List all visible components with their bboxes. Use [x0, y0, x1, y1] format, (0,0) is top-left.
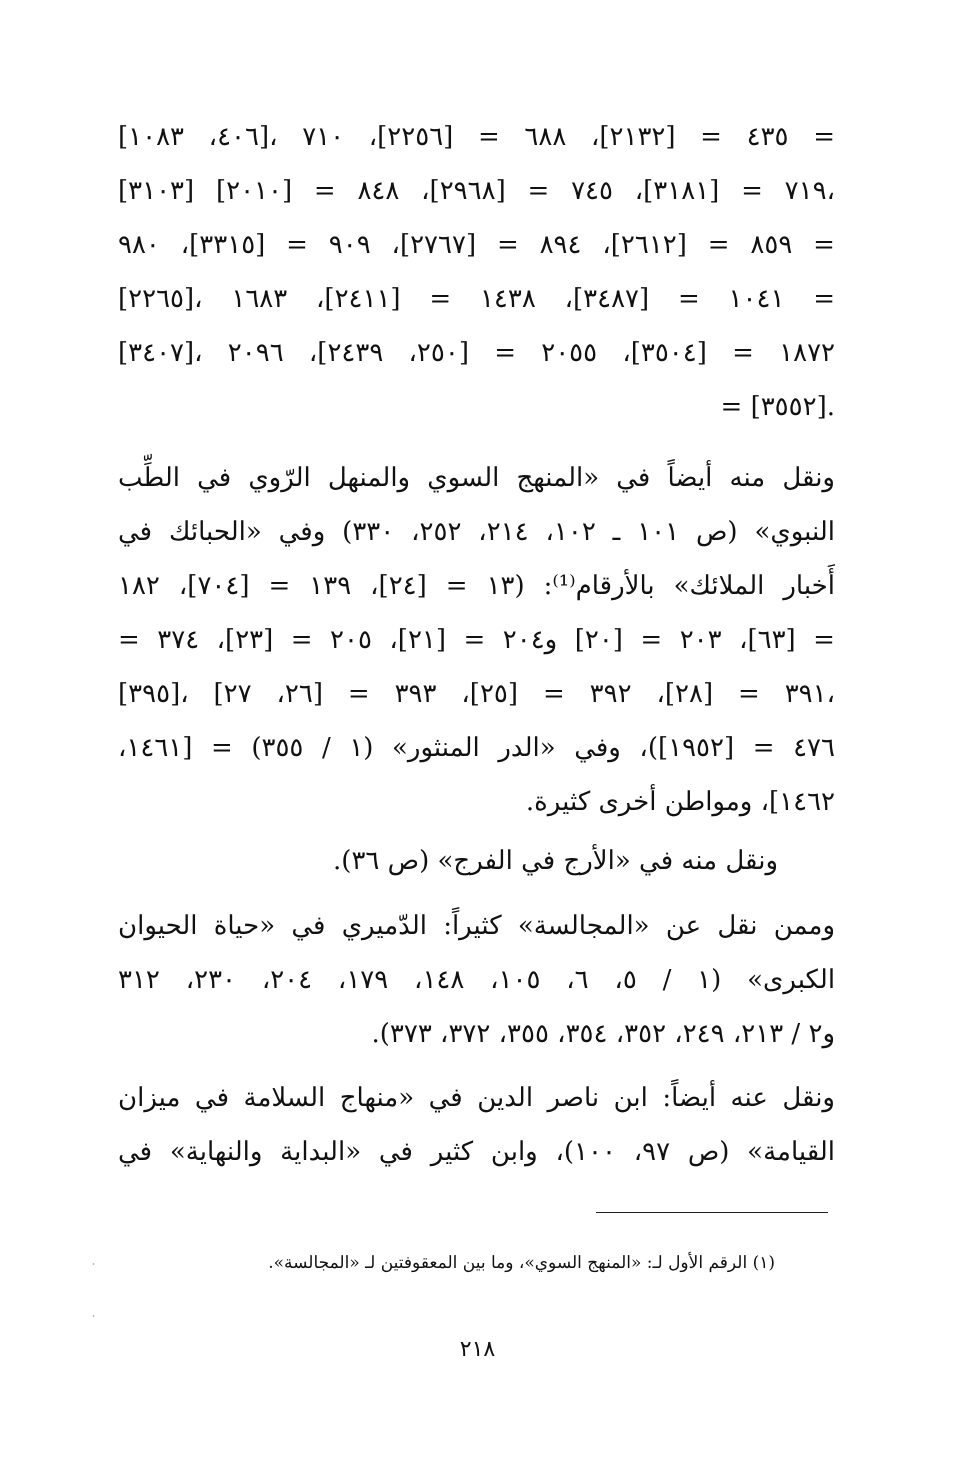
text-line-1: [٤٠٦، ١٠٨٣]، ٤٣٥ = [٢١٣٢]، ٦٨٨ = [٢٢٥٦]، ٧١٠ =: [118, 122, 835, 152]
text-line-13: ١٤٦٢]، ومواطن أخرى كثيرة.: [525, 787, 835, 817]
text-line-16: الكبرى» (١ / ٥، ٦، ١٠٥، ١٤٨، ١٧٩، ٢٠٤، ٢٣٠، ٣١٢: [118, 965, 836, 995]
page-number: ٢١٨: [459, 1337, 496, 1362]
text-line-8: النبوي» (ص ١٠١ ـ ١٠٢، ٢١٤، ٢٥٢، ٣٣٠) وفي «الحبائك في: [118, 517, 835, 547]
text-line-6: = [٣٥٥٢].: [720, 392, 835, 422]
text-line-11: [٣٩٥]، ٣٩١ = [٢٨]، ٣٩٢ = [٢٥]، ٣٩٣ = [٢٦، ٢٧]،: [118, 679, 835, 709]
footnote: (١) الرقم الأول لـ: «المنهج السوي»، وما بين المعقوفتين لـ «المجالسة».: [268, 1253, 775, 1273]
text-line-10: = [٦٣]، ٢٠٣ = [٢٠] و٢٠٤ = [٢١]، ٢٠٥ = [٢٣]، ٣٧٤ =: [118, 625, 835, 655]
text-line-7: ونقل منه أيضاً في «المنهج السوي والمنهل الرّوي في الطِّب: [118, 463, 835, 493]
text-line-4: [٢٢٦٥]، ١٠٤١ = [٣٤٨٧]، ١٤٣٨ = [٢٤١١]، ١٦٨٣ =: [118, 284, 835, 314]
text-line-18: ونقل عنه أيضاً: ابن ناصر الدين في «منهاج السلامة في ميزان: [118, 1083, 835, 1113]
scan-specks: [92, 1260, 95, 1320]
text-line-5: [٣٤٠٧]، ١٨٧٢ = [٣٥٠٤]، ٢٠٥٥ = [٢٥٠، ٢٤٣٩]، ٢٠٩٦: [118, 338, 835, 368]
text-line-15: وممن نقل عن «المجالسة» كثيراً: الدّميري في «حياة الحيوان: [118, 911, 835, 941]
text-line-2: [٣١٠٣] ٧١٩ = [٣١٨١]، ٧٤٥ = [٢٩٦٨]، ٨٤٨ = [٢٠١٠]،: [118, 176, 835, 206]
text-line-3: ٨٥٩ = [٢٦١٢]، ٨٩٤ = [٢٧٦٧]، ٩٠٩ = [٣٣١٥]، ٩٨٠ =: [118, 230, 835, 260]
text-line-12: ٤٧٦ = [١٩٥٢])، وفي «الدر المنثور» (١ / ٣٥٥) = [١٤٦١،: [118, 733, 835, 763]
text-line-17: و٢ / ٢١٣، ٢٤٩، ٣٥٢، ٣٥٤، ٣٥٥، ٣٧٢، ٣٧٣).: [371, 1019, 835, 1049]
text-line-9: أَخبار الملائك» بالأرقام⁽¹⁾: (١٣ = [٢٤]، ١٣٩ = [٧٠٤]، ١٨٢: [118, 571, 835, 601]
text-line-19: القيامة» (ص ٩٧، ١٠٠)، وابن كثير في «البداية والنهاية» في: [118, 1137, 836, 1167]
footnote-separator: [596, 1212, 828, 1213]
text-line-14: ونقل منه في «الأرج في الفرج» (ص ٣٦).: [333, 846, 778, 876]
